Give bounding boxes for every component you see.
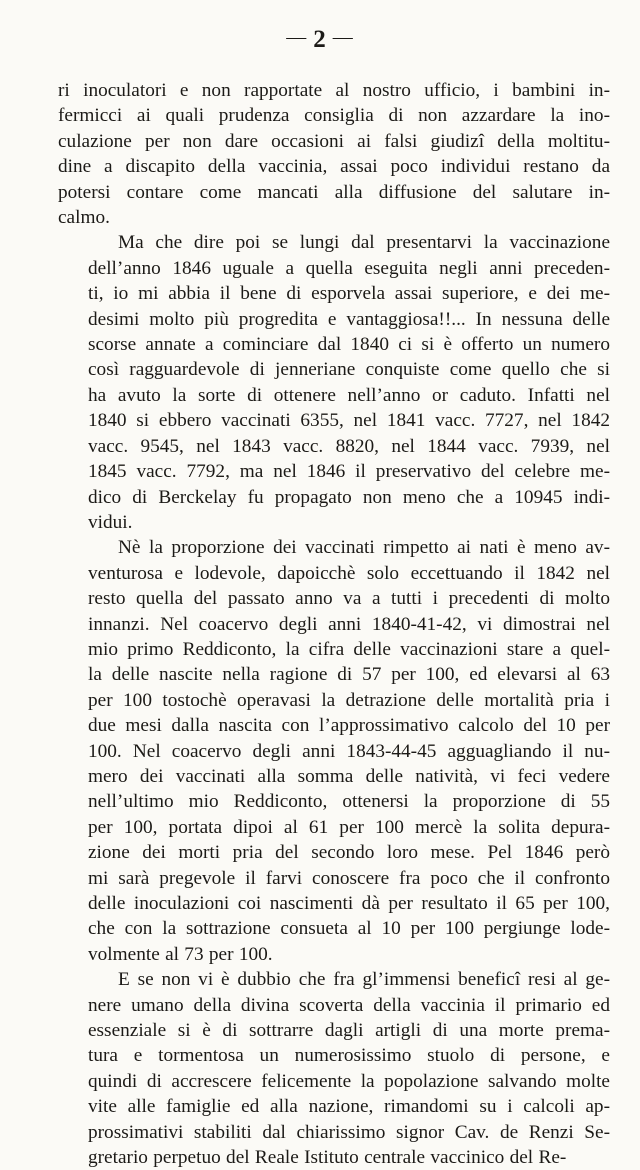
page-header <box>0 26 640 54</box>
text-line: dell’anno 1846 uguale a quella eseguita negli anni preceden- <box>88 257 610 279</box>
text-line: per 100 tostochè operavasi la detrazione delle mortalità pria i <box>88 689 610 711</box>
text-line: vidui. <box>88 511 133 533</box>
text-line: gretario perpetuo del Reale Istituto centrale vaccinico del Re- <box>88 1147 567 1169</box>
text-line: vite alle famiglie ed alla nazione, rimandomi su i calcoli ap- <box>88 1096 610 1118</box>
text-line: volmente al 73 per 100. <box>88 943 273 965</box>
text-line: innanzi. Nel coacervo degli anni 1840-41-42, vi dimostrai nel <box>88 613 610 635</box>
text-line: resto quella del passato anno va a tutti i precedenti di molto <box>88 588 610 610</box>
text-line: mio primo Reddiconto, la cifra delle vaccinazioni stare a quel- <box>88 638 610 660</box>
text-line: venturosa e lodevole, dapoicchè solo eccettuando il 1842 nel <box>88 562 610 584</box>
text-line: 1840 si ebbero vaccinati 6355, nel 1841 vacc. 7727, nel 1842 <box>88 410 610 432</box>
text-line: nere umano della divina scoverta della vaccinia il primario ed <box>88 994 610 1016</box>
text-line: calmo. <box>58 207 110 229</box>
text-line: scorse annate a cominciare dal 1840 ci si è offerto un numero <box>88 334 610 356</box>
header-dash-left: — <box>286 26 314 48</box>
text-line: 1845 vacc. 7792, ma nel 1846 il preservativo del celebre me- <box>88 461 610 483</box>
text-line: desimi molto più progredita e vantaggiosa!!... In nessuna delle <box>88 308 610 330</box>
paragraph <box>58 535 610 967</box>
page-number: 2 <box>313 26 327 53</box>
paragraph <box>58 78 610 230</box>
text-line: potersi contare come mancati alla diffusione del salutare in- <box>58 181 610 203</box>
text-line: che con la sottrazione consueta al 10 per 100 pergiunge lode- <box>88 918 610 940</box>
text-line: ti, io mi abbia il bene di esporvela assai superiore, e dei me- <box>88 283 610 305</box>
text-line: ha avuto la sorte di ottenere nell’anno or caduto. Infatti nel <box>88 384 610 406</box>
text-line: essenziale si è di sottrarre dagli artigli di una morte prema- <box>88 1020 610 1042</box>
text-line: per 100, portata dipoi al 61 per 100 mercè la solita depura- <box>88 816 610 838</box>
text-line: Nè la proporzione dei vaccinati rimpetto ai nati è meno av- <box>118 537 610 559</box>
text-line: fermicci ai quali prudenza consiglia di non azzardare la ino- <box>58 105 610 127</box>
text-line: così ragguardevole di jenneriane conquiste come quello che si <box>88 359 610 381</box>
header-dash-right: — <box>326 26 354 48</box>
text-line: vacc. 9545, nel 1843 vacc. 8820, nel 1844 vacc. 7939, nel <box>88 435 610 457</box>
text-line: zione dei morti pria del secondo loro mese. Pel 1846 però <box>88 842 610 864</box>
text-line: tura e tormentosa un numerosissimo stuolo di persone, e <box>88 1045 610 1067</box>
text-line: 100. Nel coacervo degli anni 1843-44-45 agguagliando il nu- <box>88 740 610 762</box>
text-line: mero dei vaccinati alla somma delle natività, vi feci vedere <box>88 765 610 787</box>
text-line: due mesi dalla nascita con l’approssimativo calcolo del 10 per <box>88 715 610 737</box>
paragraph <box>58 967 610 1170</box>
paragraph <box>58 230 610 535</box>
text-line: E se non vi è dubbio che fra gl’immensi beneficî resi al ge- <box>118 969 610 991</box>
text-line: nell’ultimo mio Reddiconto, ottenersi la proporzione di 55 <box>88 791 610 813</box>
text-line: la delle nascite nella ragione di 57 per 100, ed elevarsi al 63 <box>88 664 610 686</box>
text-line: ri inoculatori e non rapportate al nostro ufficio, i bambini in- <box>58 80 610 101</box>
text-line: culazione per non dare occasioni ai falsi giudizî della moltitu- <box>58 130 610 152</box>
text-line: prossimativi stabiliti dal chiarissimo signor Cav. de Renzi Se- <box>88 1121 610 1143</box>
text-line: dico di Berckelay fu propagato non meno che a 10945 indi- <box>88 486 610 508</box>
text-line: quindi di accrescere felicemente la popolazione salvando molte <box>88 1070 610 1092</box>
body-text <box>58 78 610 1170</box>
text-line: delle inoculazioni coi nascimenti dà per resultato il 65 per 100, <box>88 893 610 914</box>
text-line: mi sarà pregevole il farvi conoscere fra poco che il confronto <box>88 867 610 889</box>
text-line: dine a discapito della vaccinia, assai poco individui restano da <box>58 156 610 178</box>
text-line: Ma che dire poi se lungi dal presentarvi la vaccinazione <box>118 232 610 254</box>
